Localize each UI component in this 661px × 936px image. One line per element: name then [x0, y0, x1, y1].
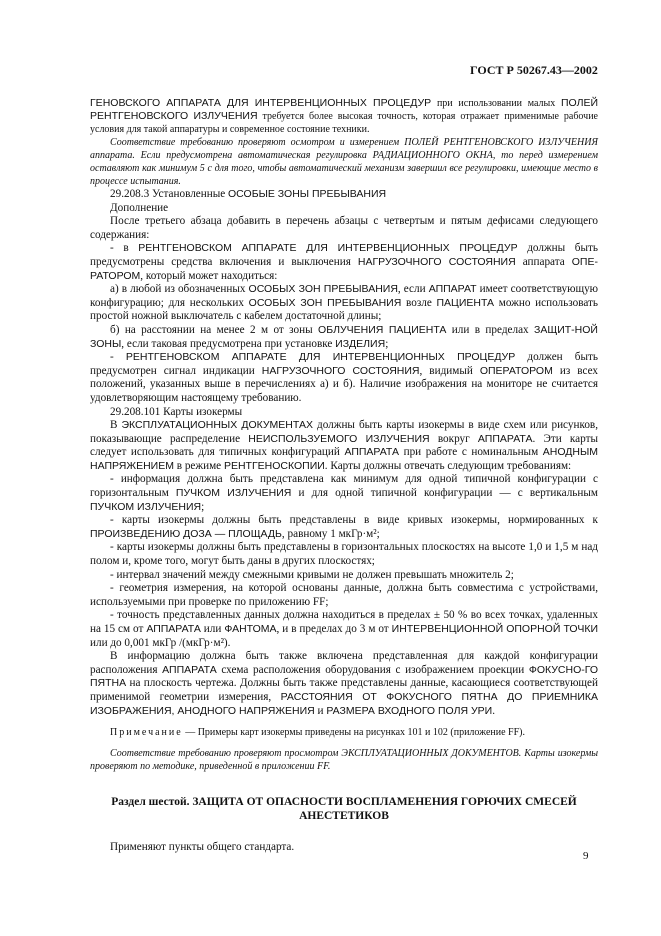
list-item: - карты изокермы должны быть представлены в виде кривых изокермы, нормированных к ПРОИЗВЕДЕНИЮ ДОЗА — ПЛОЩАДЬ, равному 1 мкГр·м²; — [90, 514, 598, 540]
list-item: а) в любой из обозначенных ОСОБЫХ ЗОН ПРЕБЫВАНИЯ, если АППАРАТ имеет соответствующую конфигурацию; для нескольких ОСОБЫХ ЗОН ПРЕБЫВАНИЯ возле ПАЦИЕНТА можно использовать простой ножной выключатель с кабелем достаточной длины; — [90, 283, 599, 323]
subclause-heading: 29.208.101 Карты изокермы — [110, 405, 243, 418]
list-item: - в РЕНТГЕНОВСКОМ АППАРАТЕ ДЛЯ ИНТЕРВЕНЦИОННЫХ ПРОЦЕДУР должны быть предусмотрены средства включения и выключения НАГРУЗОЧНОГО СОСТОЯНИЯ аппарата ОПЕ-РАТОРОМ, который может находиться: — [90, 242, 599, 282]
note: Примечание — Примеры карт изокермы приведены на рисунках 101 и 102 (приложение FF). — [110, 727, 525, 739]
list-item: - РЕНТГЕНОВСКОМ АППАРАТЕ ДЛЯ ИНТЕРВЕНЦИОННЫХ ПРОЦЕДУР должен быть предусмотрен сигнал индикации НАГРУЗОЧНОГО СОСТОЯНИЯ, видимый ОПЕРАТОРОМ из всех положений, указанных выше в перечислениях а) и б). Наличие изображения на мониторе не считается удовлетворяющим настоящему требованию. — [90, 351, 598, 404]
paragraph: В информацию должна быть также включена представленная для каждой конфигурации расположения АППАРАТА схема расположения оборудования с изображением проекции ФОКУСНО-ГО ПЯТНА на плоскость чертежа. Должны быть также представлены данные, касающиеся соответствующей применимой геометрии измерения, РАССТОЯНИЯ ОТ ФОКУСНОГО ПЯТНА ДО ПРИЕМНИКА ИЗОБРАЖЕНИЯ, АНОДНОГО НАПРЯЖЕНИЯ и РАЗМЕРА ВХОДНОГО ПОЛЯ УРИ. — [90, 650, 598, 717]
paragraph: ГЕНОВСКОГО АППАРАТА ДЛЯ ИНТЕРВЕНЦИОННЫХ ПРОЦЕДУР при использовании малых ПОЛЕЙ РЕНТГЕНОВСКОГО ИЗЛУЧЕНИЯ требуется более высокая точность, которая отражает применимые рабочие условия для такой аппаратуры и современное состояние техники. — [90, 97, 599, 135]
page-number: 9 — [583, 850, 589, 862]
compliance-check: Соответствие требованию проверяют просмотром ЭКСПЛУАТАЦИОННЫХ ДОКУМЕНТОВ. Карты изокермы проверяют по методике, приведенной в приложении FF. — [90, 748, 598, 773]
compliance-check: Соответствие требованию проверяют осмотром и измерением ПОЛЕЙ РЕНТГЕНОВСКОГО ИЗЛУЧЕНИЯ аппарата. Если предусмотрена автоматическая регулировка РАДИАЦИОННОГО ОКНА, то перед измерением оставляют как минимум 5 с для того, чтобы автоматический механизм завершил все регулировки, имеющие место в процессе испытания. — [90, 137, 598, 187]
list-item: - интервал значений между смежными кривыми не должен превышать множитель 2; — [110, 568, 514, 581]
section-title: Раздел шестой. ЗАЩИТА ОТ ОПАСНОСТИ ВОСПЛАМЕНЕНИЯ ГОРЮЧИХ СМЕСЕЙ АНЕСТЕТИКОВ — [111, 796, 577, 823]
list-item: - информация должна быть представлена как минимум для одной типичной конфигурации с горизонтальным ПУЧКОМ ИЗЛУЧЕНИЯ и для одной типичной конфигурации — с вертикальным ПУЧКОМ ИЗЛУЧЕНИЯ; — [90, 473, 598, 513]
paragraph: Применяют пункты общего стандарта. — [110, 841, 295, 854]
subclause-heading: 29.208.3 Установленные ОСОБЫЕ ЗОНЫ ПРЕБЫВАНИЯ — [110, 188, 387, 200]
page-content — [90, 97, 598, 855]
list-item: - точность представленных данных должна находиться в пределах ± 50 % во всех точках, удаленных на 15 см от АППАРАТА или ФАНТОМА, и в пределах до 3 м от ИНТЕРВЕНЦИОННОЙ ОПОРНОЙ ТОЧКИ или до 0,001 мкГр /(мкГр·м²). — [90, 609, 598, 649]
list-item: б) на расстоянии на менее 2 м от зоны ОБЛУЧЕНИЯ ПАЦИЕНТА или в пределах ЗАЩИТ-НОЙ ЗОНЫ, если таковая предусмотрена при установке ИЗДЕЛИЯ; — [90, 323, 598, 350]
paragraph: В ЭКСПЛУАТАЦИОННЫХ ДОКУМЕНТАХ должны быть карты изокермы в виде схем или рисунков, показывающие распределение НЕИСПОЛЬЗУЕМОГО ИЗЛУЧЕНИЯ вокруг АППАРАТА. Эти карты следует использовать для типичных конфигураций АППАРАТА при работе с номинальным АНОДНЫМ НАПРЯЖЕНИЕМ в режиме РЕНТГЕНОСКОПИИ. Карты должны отвечать следующим требованиям: — [90, 419, 598, 472]
list-item: - геометрия измерения, на которой основаны данные, должна быть совместима с устройствами, используемыми при проверке по приложению FF; — [90, 582, 598, 608]
standard-header: ГОСТ Р 50267.43—2002 — [470, 63, 598, 77]
list-item: - карты изокермы должны быть представлены в горизонтальных плоскостях на высоте 1,0 и 1,5 м над полом и, кроме того, могут быть даны в других плоскостях; — [90, 541, 598, 568]
paragraph: После третьего абзаца добавить в перечень абзацы с четвертым и пятым дефисами следующего содержания: — [90, 215, 598, 241]
paragraph: Дополнение — [110, 201, 169, 214]
